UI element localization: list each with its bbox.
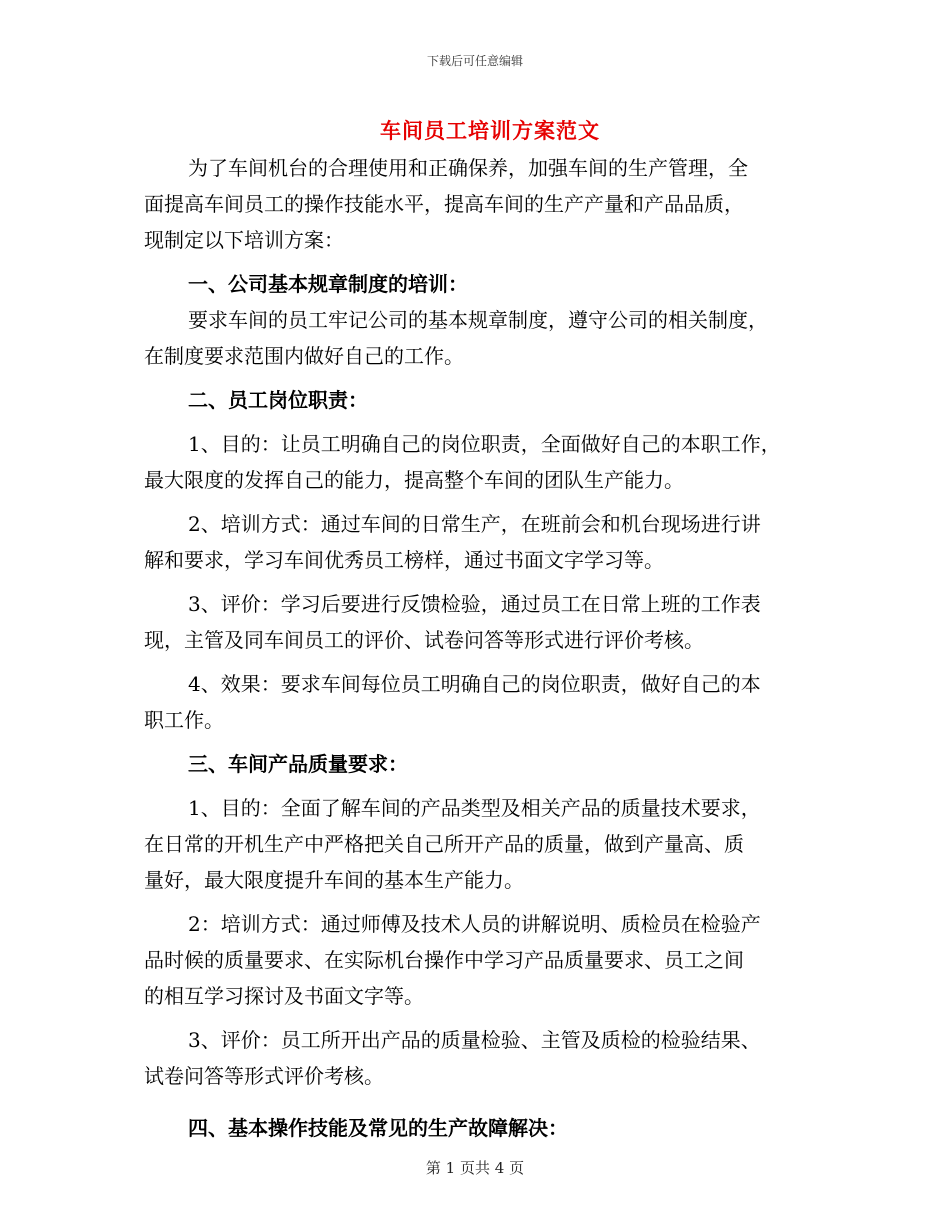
section-2-item-2 [144,506,808,578]
section-2-item-3 [144,586,808,658]
paragraph-line: 职工作。 [144,708,224,732]
paragraph-line: 4、效果：要求车间每位员工明确自己的岗位职责，做好自己的本 [188,672,761,696]
intro-paragraph [144,150,808,258]
section-2-item-4 [144,666,808,738]
paragraph-line: 为了车间机台的合理使用和正确保养，加强车间的生产管理，全 [188,156,748,180]
paragraph-line: 解和要求，学习车间优秀员工榜样，通过书面文字学习等。 [144,548,664,572]
section-heading-1: 一、公司基本规章制度的培训： [188,272,468,296]
section-heading-4: 四、基本操作技能及常见的生产故障解决： [188,1116,568,1140]
paragraph-line: 现，主管及同车间员工的评价、试卷问答等形式进行评价考核。 [144,628,704,652]
section-heading-2: 二、员工岗位职责： [188,388,368,412]
page-footer: 第 1 页共 4 页 [425,1159,525,1177]
paragraph-line: 3、评价：员工所开出产品的质量检验、主管及质检的检验结果、 [188,1028,761,1052]
header-note: 下载后可任意编辑 [426,54,523,68]
section-3-item-3 [144,1022,808,1094]
paragraph-line: 2、培训方式：通过车间的日常生产，在班前会和机台现场进行讲 [188,512,761,536]
paragraph-line: 2：培训方式：通过师傅及技术人员的讲解说明、质检员在检验产 [188,912,761,936]
paragraph-line: 在日常的开机生产中严格把关自己所开产品的质量，做到产量高、质 [144,832,744,856]
document-body [144,150,808,1146]
section-3-item-1 [144,790,808,898]
paragraph-line: 最大限度的发挥自己的能力，提高整个车间的团队生产能力。 [144,468,684,492]
paragraph-line: 面提高车间员工的操作技能水平，提高车间的生产产量和产品品质， [144,192,744,216]
paragraph-line: 的相互学习探讨及书面文字等。 [144,984,424,1008]
section-2-item-1 [144,426,808,498]
paragraph-line: 现制定以下培训方案： [144,228,344,252]
paragraph-line: 3、评价：学习后要进行反馈检验，通过员工在日常上班的工作表 [188,592,761,616]
paragraph-line: 品时候的质量要求、在实际机台操作中学习产品质量要求、员工之间 [144,948,744,972]
section-1-body [144,302,808,374]
section-3-item-2 [144,906,808,1014]
paragraph-line: 1、目的：让员工明确自己的岗位职责，全面做好自己的本职工作， [188,432,781,456]
paragraph-line: 1、目的：全面了解车间的产品类型及相关产品的质量技术要求， [188,796,761,820]
paragraph-line: 量好，最大限度提升车间的基本生产能力。 [144,868,524,892]
section-heading-3: 三、车间产品质量要求： [188,752,408,776]
document-title: 车间员工培训方案范文 [380,118,600,143]
paragraph-line: 在制度要求范围内做好自己的工作。 [144,344,464,368]
paragraph-line: 要求车间的员工牢记公司的基本规章制度，遵守公司的相关制度， [188,308,768,332]
paragraph-line: 试卷问答等形式评价考核。 [144,1064,384,1088]
